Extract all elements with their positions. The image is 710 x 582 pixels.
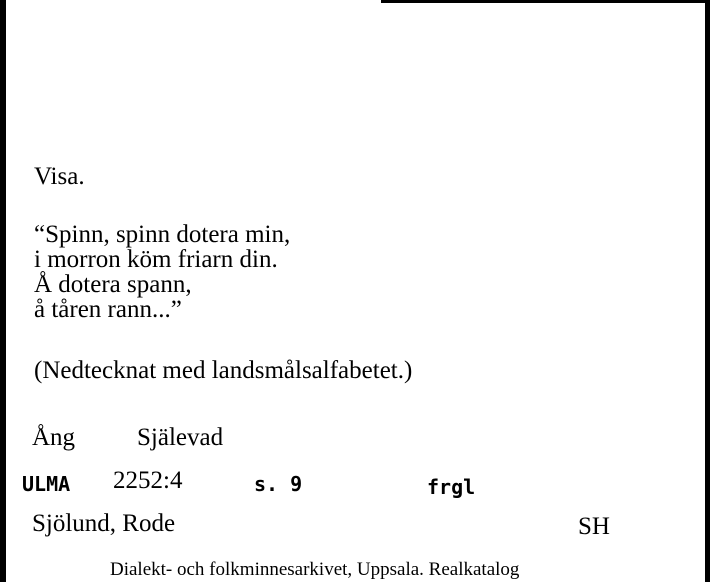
card-top-border [381, 0, 710, 3]
verse-line-3: Å dotera spann, [34, 271, 192, 298]
category-code: frgl [427, 475, 476, 499]
recorder-name: Sjölund, Rode [32, 510, 176, 537]
archive-number: 2252:4 [113, 467, 183, 494]
verse-line-1: “Spinn, spinn dotera min, [34, 221, 291, 248]
verse-line-4: å tåren rann...” [34, 296, 182, 323]
transcription-note: (Nedtecknat med landsmålsalfabetet.) [34, 357, 413, 384]
card-left-border [0, 0, 6, 582]
verse-line-2: i morron köm friarn din. [34, 246, 278, 273]
recorder-initials: SH [578, 513, 610, 540]
landskap-abbrev: Ång [32, 424, 76, 451]
page-reference: s. 9 [254, 472, 303, 496]
archive-footer: Dialekt- och folkminnesarkivet, Uppsala. Realkatalog [110, 559, 520, 580]
socken-name: Själevad [137, 424, 224, 451]
card-right-border [705, 0, 710, 582]
card-title: Visa. [34, 163, 85, 190]
archive-label: ULMA [22, 472, 71, 496]
